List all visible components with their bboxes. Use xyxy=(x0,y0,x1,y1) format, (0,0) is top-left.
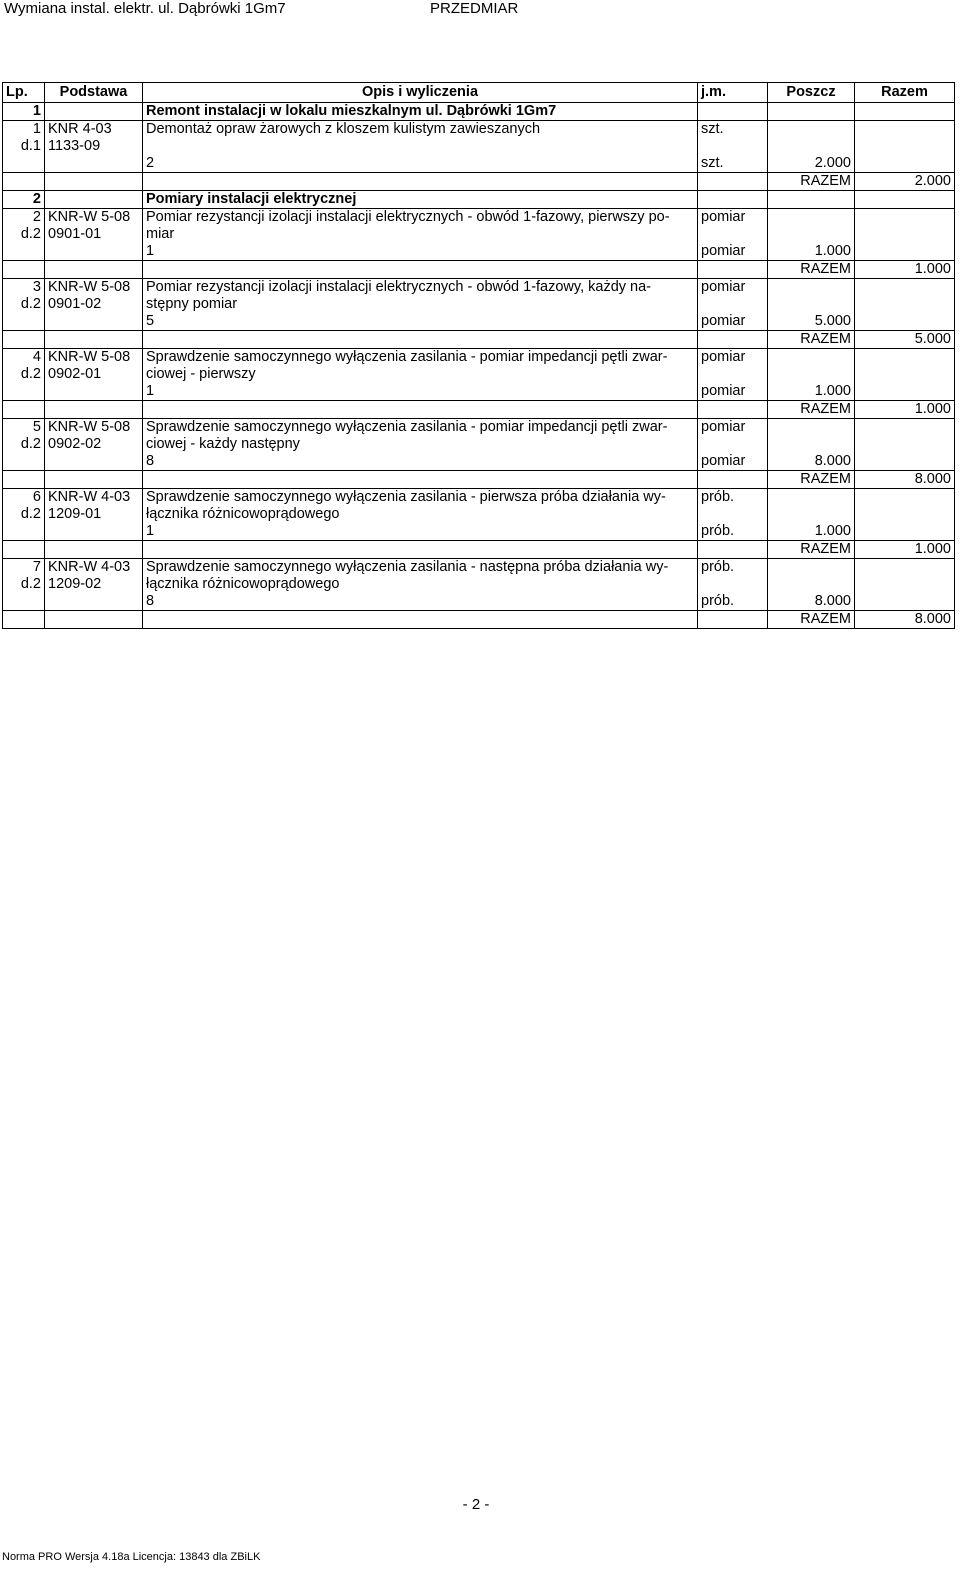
item-lp-suffix: d.2 xyxy=(3,506,45,523)
item-basis: KNR-W 4-03 xyxy=(45,559,143,577)
item-lp: 5 xyxy=(3,419,45,437)
total-value: 5.000 xyxy=(855,331,955,349)
section-title: Remont instalacji w lokalu mieszkalnym ul. Dąbrówki 1Gm7 xyxy=(143,103,698,121)
calc-poszcz: 5.000 xyxy=(768,313,855,331)
item-description: Pomiar rezystancji izolacji instalacji elektrycznych - obwód 1-fazowy, każdy na- xyxy=(143,279,698,297)
calc-expression: 1 xyxy=(143,383,698,401)
calc-poszcz: 2.000 xyxy=(768,155,855,173)
col-jm: j.m. xyxy=(698,83,768,103)
table-row xyxy=(3,138,955,155)
calc-row xyxy=(3,523,955,541)
total-label: RAZEM xyxy=(768,611,855,629)
item-description: Sprawdzenie samoczynnego wyłączenia zasilania - następna próba działania wy- xyxy=(143,559,698,577)
total-row xyxy=(3,173,955,191)
item-basis: KNR-W 5-08 xyxy=(45,279,143,297)
total-value: 1.000 xyxy=(855,541,955,559)
item-lp-suffix: d.2 xyxy=(3,226,45,243)
col-lp: Lp. xyxy=(3,83,45,103)
total-value: 1.000 xyxy=(855,261,955,279)
item-unit: szt. xyxy=(698,121,768,139)
table-row xyxy=(3,506,955,523)
item-description-cont: stępny pomiar xyxy=(143,296,698,313)
calc-unit: pomiar xyxy=(698,313,768,331)
item-unit: prób. xyxy=(698,559,768,577)
item-basis: KNR-W 4-03 xyxy=(45,489,143,507)
calc-row xyxy=(3,243,955,261)
item-description: Demontaż opraw żarowych z kloszem kulistym zawieszanych xyxy=(146,121,541,137)
total-value: 1.000 xyxy=(855,401,955,419)
total-row xyxy=(3,541,955,559)
table-row xyxy=(3,576,955,593)
table-row xyxy=(3,121,955,139)
total-value: 8.000 xyxy=(855,471,955,489)
item-lp-suffix: d.2 xyxy=(3,366,45,383)
item-description-cont: łącznika różnicowoprądowego xyxy=(143,506,698,523)
total-label: RAZEM xyxy=(768,173,855,191)
item-basis-code: 0901-02 xyxy=(45,296,143,313)
item-basis-code: 1209-01 xyxy=(45,506,143,523)
table-row xyxy=(3,559,955,577)
table-row xyxy=(3,366,955,383)
col-podstawa: Podstawa xyxy=(45,83,143,103)
item-lp: 2 xyxy=(3,209,45,227)
item-basis: KNR-W 5-08 xyxy=(45,349,143,367)
item-description-cont: miar xyxy=(143,226,698,243)
total-row xyxy=(3,331,955,349)
table-row xyxy=(3,296,955,313)
calc-row xyxy=(3,383,955,401)
section-title: Pomiary instalacji elektrycznej xyxy=(143,191,698,209)
calc-poszcz: 1.000 xyxy=(768,383,855,401)
calc-row xyxy=(3,313,955,331)
total-value: 8.000 xyxy=(855,611,955,629)
total-label: RAZEM xyxy=(768,471,855,489)
item-lp-suffix: d.2 xyxy=(3,576,45,593)
document-type: PRZEDMIAR xyxy=(430,0,519,17)
calc-unit: szt. xyxy=(698,155,768,173)
footer-license: Norma PRO Wersja 4.18a Licencja: 13843 dla ZBiLK xyxy=(2,1551,261,1563)
table-header-row xyxy=(3,83,955,103)
item-lp: 6 xyxy=(3,489,45,507)
item-basis-code: 0902-02 xyxy=(45,436,143,453)
item-lp: 3 xyxy=(3,279,45,297)
total-row xyxy=(3,611,955,629)
total-label: RAZEM xyxy=(768,541,855,559)
table-row xyxy=(3,226,955,243)
item-unit: pomiar xyxy=(698,279,768,297)
calc-unit: pomiar xyxy=(698,243,768,261)
table-row xyxy=(3,279,955,297)
item-description: Sprawdzenie samoczynnego wyłączenia zasilania - pomiar impedancji pętli zwar- xyxy=(143,349,698,367)
calc-unit: pomiar xyxy=(698,453,768,471)
calc-poszcz: 8.000 xyxy=(768,453,855,471)
table-row xyxy=(3,419,955,437)
total-label: RAZEM xyxy=(768,261,855,279)
col-poszcz: Poszcz xyxy=(768,83,855,103)
table-row xyxy=(3,436,955,453)
calc-unit: pomiar xyxy=(698,383,768,401)
total-row xyxy=(3,471,955,489)
section-lp: 1 xyxy=(3,103,45,121)
calc-expression: 8 xyxy=(143,453,698,471)
calc-expression: 1 xyxy=(143,523,698,541)
item-lp-suffix: d.2 xyxy=(3,296,45,313)
calc-unit: prób. xyxy=(698,593,768,611)
total-label: RAZEM xyxy=(768,331,855,349)
section-lp: 2 xyxy=(3,191,45,209)
przedmiar-table xyxy=(2,82,955,629)
calc-poszcz: 1.000 xyxy=(768,523,855,541)
calc-expression: 8 xyxy=(143,593,698,611)
item-basis-code: 0901-01 xyxy=(45,226,143,243)
item-basis: KNR 4-03 xyxy=(48,121,112,137)
document-title: Wymiana instal. elektr. ul. Dąbrówki 1Gm7 xyxy=(4,0,286,17)
calc-row xyxy=(3,155,955,173)
item-lp: 4 xyxy=(3,349,45,367)
col-opis: Opis i wyliczenia xyxy=(143,83,698,103)
item-description-cont: łącznika różnicowoprądowego xyxy=(143,576,698,593)
col-razem: Razem xyxy=(855,83,955,103)
calc-expression: 2 xyxy=(143,155,698,173)
item-description: Sprawdzenie samoczynnego wyłączenia zasilania - pomiar impedancji pętli zwar- xyxy=(143,419,698,437)
item-unit: pomiar xyxy=(698,209,768,227)
calc-row xyxy=(3,593,955,611)
calc-row xyxy=(3,453,955,471)
page-number: - 2 - xyxy=(462,1496,490,1513)
calc-expression: 1 xyxy=(143,243,698,261)
table-row xyxy=(3,349,955,367)
table-row xyxy=(3,209,955,227)
item-unit: prób. xyxy=(698,489,768,507)
calc-poszcz: 8.000 xyxy=(768,593,855,611)
item-basis: KNR-W 5-08 xyxy=(45,419,143,437)
item-lp-suffix: d.1 xyxy=(3,138,45,155)
item-lp: 1 xyxy=(32,121,41,137)
calc-poszcz: 1.000 xyxy=(768,243,855,261)
item-basis-code: 1209-02 xyxy=(45,576,143,593)
item-basis: KNR-W 5-08 xyxy=(45,209,143,227)
table-row xyxy=(3,489,955,507)
section-row xyxy=(3,103,955,121)
item-basis-code: 1133-09 xyxy=(45,138,143,155)
item-description-cont: ciowej - pierwszy xyxy=(143,366,698,383)
total-value: 2.000 xyxy=(855,173,955,191)
item-unit: pomiar xyxy=(698,349,768,367)
total-row xyxy=(3,261,955,279)
item-description-cont: ciowej - każdy następny xyxy=(143,436,698,453)
total-row xyxy=(3,401,955,419)
section-row xyxy=(3,191,955,209)
item-description: Sprawdzenie samoczynnego wyłączenia zasilania - pierwsza próba działania wy- xyxy=(143,489,698,507)
calc-expression: 5 xyxy=(143,313,698,331)
item-lp: 7 xyxy=(3,559,45,577)
item-description: Pomiar rezystancji izolacji instalacji elektrycznych - obwód 1-fazowy, pierwszy po- xyxy=(143,209,698,227)
total-label: RAZEM xyxy=(768,401,855,419)
item-basis-code: 0902-01 xyxy=(45,366,143,383)
item-lp-suffix: d.2 xyxy=(3,436,45,453)
calc-unit: prób. xyxy=(698,523,768,541)
item-unit: pomiar xyxy=(698,419,768,437)
